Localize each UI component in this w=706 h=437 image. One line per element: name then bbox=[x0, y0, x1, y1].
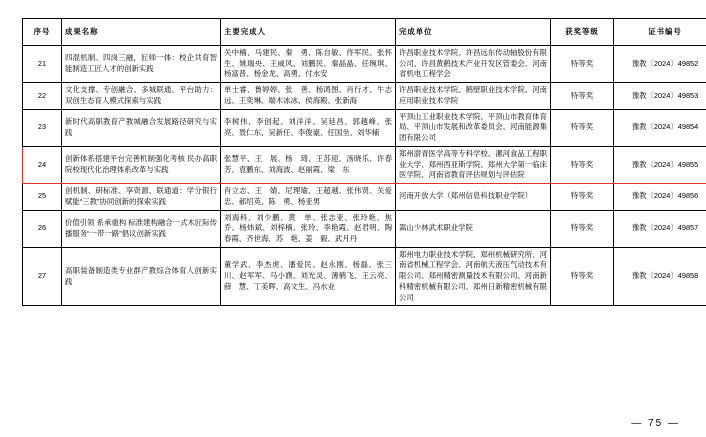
cell-no: 27 bbox=[23, 247, 62, 306]
cell-people: 刘海科、刘少鹏、黄 单、张志亚、张玲艳、焦 乔、杨炜斌、刘梓楠、张玲、李艳霞、赵君明、陶春霞、齐世海、苏 艳、姜 毅、武月丹 bbox=[221, 210, 396, 247]
table-row bbox=[23, 109, 706, 146]
cell-unit: 郑州电力职业技术学院、郑州机械研究所、河南省机械工程学会、河南航天液压气动技术有限公司、郑州精密测量技术有限公司、河南新科精密机械有限公司、郑州日新精密机械有限公司 bbox=[396, 247, 551, 306]
cell-people: 张慧平、王 展、杨 琦、王苏迎、汤晓乐、许春芳、袁鹏东、刘海波、赵丽霞、梁 东 bbox=[221, 146, 396, 183]
cell-level: 特等奖 bbox=[551, 109, 614, 146]
header-cell-people: 主要完成人 bbox=[221, 19, 396, 46]
cell-name: 创新体系搭建平台完善机制强化考核 民办高职院校现代化治理体系改革与实践 bbox=[62, 146, 221, 183]
cell-cert: 豫教〔2024〕49853 bbox=[614, 83, 706, 109]
cell-cert: 豫教〔2024〕49857 bbox=[614, 210, 706, 247]
cell-no: 21 bbox=[23, 46, 62, 83]
cell-no: 23 bbox=[23, 109, 62, 146]
header-cell-level: 获奖等级 bbox=[551, 19, 614, 46]
cell-unit: 许昌职业技术学院、鹤壁职业技术学院、河南应用职业技术学院 bbox=[396, 83, 551, 109]
cell-cert: 豫教〔2024〕49852 bbox=[614, 46, 706, 83]
cell-people: 董学武、李杰虎、潘爱民、赵永刚、杨磊、张三川、赵军军、马小濮、刘光灵、薄鹤飞、王云亮、薛 慧、丁美晖、高文生、冯水业 bbox=[221, 247, 396, 306]
cell-people: 单士睿、鲁婷婷、张 善、杨鸿图、肖行才、牛志远、王奕琳、端木冰冰、侯海殿、张新海 bbox=[221, 83, 396, 109]
cell-cert: 豫教〔2024〕49855 bbox=[614, 146, 706, 183]
header-cell-no: 序号 bbox=[23, 19, 62, 46]
award-results-table bbox=[22, 18, 706, 306]
header-cell-unit: 完成单位 bbox=[396, 19, 551, 46]
table-row bbox=[23, 83, 706, 109]
cell-name: 价值引领 系承重构 标准建构融合一式木匠际传播服务“一带一路”倡议创新实践 bbox=[62, 210, 221, 247]
cell-name: 新时代高职教育产教城融合发展路径研究与实践 bbox=[62, 109, 221, 146]
table-row bbox=[23, 46, 706, 83]
table-row bbox=[23, 184, 706, 210]
cell-level: 特等奖 bbox=[551, 210, 614, 247]
cell-no: 24 bbox=[23, 146, 62, 183]
cell-no: 26 bbox=[23, 210, 62, 247]
cell-people: 李树伟、李创起、刘洋洋、吴延昌、郭越峰、张 亮、聂仁东、吴新任、李俊豪、任国坐、刘华辅 bbox=[221, 109, 396, 146]
cell-level: 特等奖 bbox=[551, 184, 614, 210]
cell-cert: 豫教〔2024〕49856 bbox=[614, 184, 706, 210]
cell-people: 关中楠、马建民、秦 勇、陈自敏、佟军民、张怀生、姚瑞央、王威风、刘鹏民、秦晶晶、任琬琪、杨富普、杨金龙、高勇、付水安 bbox=[221, 46, 396, 83]
table-row bbox=[23, 210, 706, 247]
page-number: — 75 — bbox=[631, 418, 680, 429]
cell-people: 肖立志、王 婧、尼理瑜、王超越、张伟贤、关爱忠、郝绍英、陈 勇、杨亚男 bbox=[221, 184, 396, 210]
table-body bbox=[23, 46, 706, 306]
cell-unit: 嵩山少林武术职业学院 bbox=[396, 210, 551, 247]
cell-no: 22 bbox=[23, 83, 62, 109]
header-cell-name: 成果名称 bbox=[62, 19, 221, 46]
cell-no: 25 bbox=[23, 184, 62, 210]
cell-level: 特等奖 bbox=[551, 83, 614, 109]
cell-unit: 平顶山工业职业技术学院、平顶山市教育体育局、平顶山市发展和改革委员会、河南能源集团有限公司 bbox=[396, 109, 551, 146]
cell-cert: 豫教〔2024〕49854 bbox=[614, 109, 706, 146]
header-cell-cert: 证书编号 bbox=[614, 19, 706, 46]
table-header-row bbox=[23, 19, 706, 46]
cell-unit: 郑州澍青医学高等专科学校、漯河食品工程职业大学、郑州西亚斯学院、郑州大学第一临床医学院、河南省教育评估规划与评估院 bbox=[396, 146, 551, 183]
cell-name: 高职装备制造类专业群产教综合体育人创新实践 bbox=[62, 247, 221, 306]
table-row-highlighted bbox=[23, 146, 706, 183]
cell-unit: 许昌职业技术学院、许昌远东传动轴股份有限公司、许昌黄鹤技术产业开发区管委会、河南省机电工程学会 bbox=[396, 46, 551, 83]
cell-level: 特等奖 bbox=[551, 46, 614, 83]
cell-name: 创机制、研标准、享资源、联通道：学分银行赋能“三教”协同创新的探索实践 bbox=[62, 184, 221, 210]
cell-name: 文化支撑、专创融合、多城联通、平台助力：双创生态育人模式探索与实践 bbox=[62, 83, 221, 109]
cell-level: 特等奖 bbox=[551, 247, 614, 306]
table-header bbox=[23, 19, 706, 46]
table-row bbox=[23, 247, 706, 306]
cell-cert: 豫教〔2024〕49858 bbox=[614, 247, 706, 306]
cell-level: 特等奖 bbox=[551, 146, 614, 183]
cell-unit: 河南开放大学（郑州信息科技职业学院） bbox=[396, 184, 551, 210]
cell-name: 四混机制、四岗三融，匠师一体：校企共育智能制造工匠人才的创新实践 bbox=[62, 46, 221, 83]
